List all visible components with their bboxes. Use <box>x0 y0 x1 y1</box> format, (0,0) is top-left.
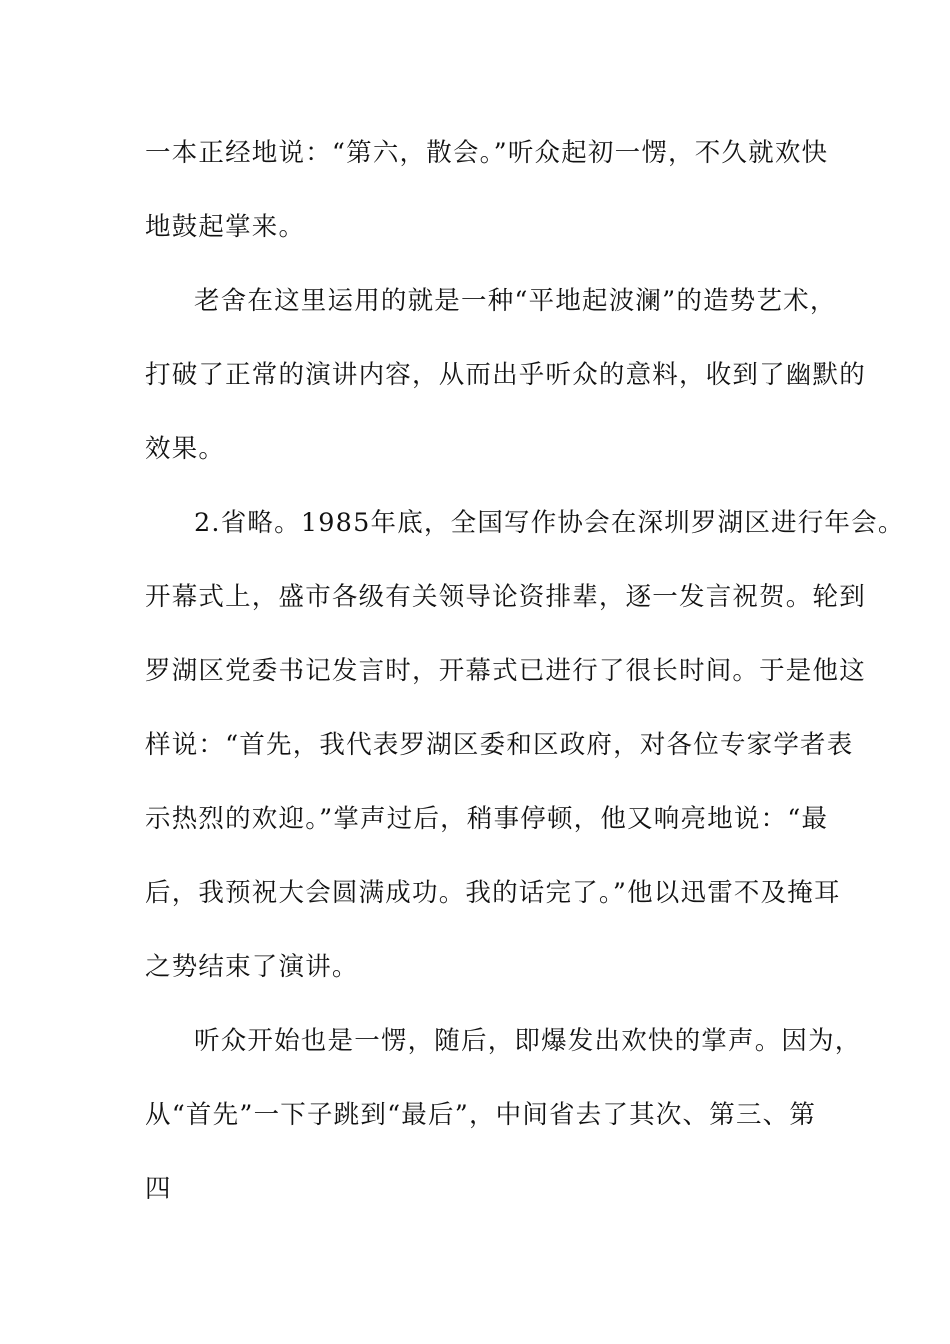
text-line: 地鼓起掌来。 <box>145 212 306 242</box>
text-line: 罗湖区党委书记发言时，开幕式已进行了很长时间。于是他这 <box>145 656 866 686</box>
text-line: 效果。 <box>145 434 226 464</box>
paragraph-first-line: 听众开始也是一愣，随后，即爆发出欢快的掌声。因为， <box>194 1026 862 1056</box>
text-line: 从“首先”一下子跳到“最后”，中间省去了其次、第三、第 <box>145 1100 817 1130</box>
text-line: 之势结束了演讲。 <box>145 952 359 982</box>
text-line: 四 <box>145 1174 172 1204</box>
paragraph-first-line: 2.省略。1985年底，全国写作协会在深圳罗湖区进行年会。 <box>194 508 905 538</box>
paragraph-first-line: 老舍在这里运用的就是一种“平地起波澜”的造势艺术， <box>194 286 837 316</box>
text-line: 一本正经地说：“第六，散会。”听众起初一愣，不久就欢快 <box>145 138 829 168</box>
text-line: 后，我预祝大会圆满成功。我的话完了。”他以迅雷不及掩耳 <box>145 878 841 908</box>
text-line: 打破了正常的演讲内容，从而出乎听众的意料，收到了幽默的 <box>145 360 866 390</box>
text-line: 示热烈的欢迎。”掌声过后，稍事停顿，他又响亮地说：“最 <box>145 804 829 834</box>
text-line: 样说：“首先，我代表罗湖区委和区政府，对各位专家学者表 <box>145 730 854 760</box>
text-line: 开幕式上，盛市各级有关领导论资排辈，逐一发言祝贺。轮到 <box>145 582 866 612</box>
